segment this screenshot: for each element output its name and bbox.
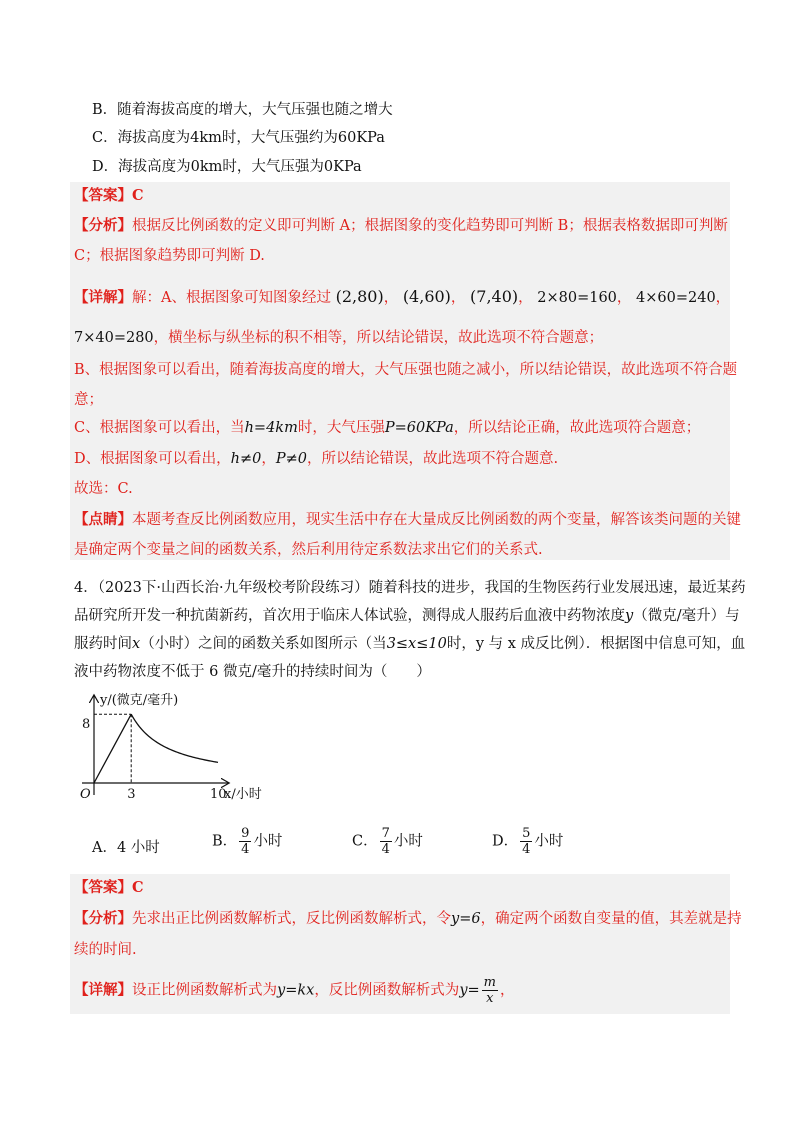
option-a: A．4 小时 bbox=[92, 840, 160, 856]
proportional-segment bbox=[94, 714, 131, 783]
question-4-line-4: 液中药物浓度不低于 6 微克/毫升的持续时间为（ ） bbox=[74, 664, 431, 680]
detail-line-1: 【详解】解：A、根据图象可知图象经过 (2,80)， (4,60)， (7,40)， 2×80=160， 4×60=240， bbox=[74, 287, 731, 306]
x-tick-10: 10 bbox=[210, 787, 227, 802]
inverse-curve bbox=[131, 714, 218, 762]
choose-line: 故选：C. bbox=[74, 481, 133, 497]
x-axis-label: x/小时 bbox=[224, 787, 262, 802]
concentration-graph bbox=[70, 690, 300, 810]
option-b-q4: B． $\frac{9}{4}$ 小时 bbox=[212, 826, 283, 857]
option-d-q4: D． $\frac{5}{4}$ 小时 bbox=[492, 826, 564, 857]
comment-line-1: 【点睛】本题考查反比例函数应用，现实生活中存在大量成反比例函数的两个变量，解答该类问题的关键 bbox=[74, 511, 741, 528]
detail-line-5: C、根据图象可以看出，当h=4km时，大气压强P=60KPa，所以结论正确，故此选项符合题意； bbox=[74, 420, 701, 436]
detail-line-4: 意； bbox=[74, 392, 103, 408]
question-4-line-1: 4．（2023下·山西长治·九年级校考阶段练习）随着科技的进步，我国的生物医药行业发展迅速，最近某药 bbox=[74, 580, 746, 596]
y-axis-label: y/(微克/毫升) bbox=[100, 693, 179, 708]
question-4-line-2: 品研究所开发一种抗菌新药，首次用于临床人体试验，测得成人服药后血液中药物浓度y（微克/毫升）与 bbox=[74, 608, 740, 624]
answer-line: 【答案】C bbox=[74, 187, 144, 204]
option-c-q4: C． $\frac{7}{4}$ 小时 bbox=[352, 826, 423, 857]
detail-line-6: D、根据图象可以看出，h≠0，P≠0，所以结论错误，故此选项不符合题意. bbox=[74, 451, 559, 467]
q4-analysis-line-1: 【分析】先求出正比例函数解析式，反比例函数解析式，令y=6，确定两个函数自变量的值，其差就是持 bbox=[74, 910, 742, 927]
option-d: D．海拔高度为0km时，大气压强为0KPa bbox=[92, 159, 362, 175]
option-c: C．海拔高度为4km时，大气压强约为60KPa bbox=[92, 130, 385, 146]
q4-answer-line: 【答案】C bbox=[74, 879, 144, 896]
analysis-line-1: 【分析】根据反比例函数的定义即可判断 A；根据图象的变化趋势即可判断 B；根据表格数据即可判断 bbox=[74, 217, 728, 234]
y-tick-8: 8 bbox=[82, 717, 91, 732]
option-b: B．随着海拔高度的增大，大气压强也随之增大 bbox=[92, 102, 393, 118]
q4-analysis-line-2: 续的时间. bbox=[74, 942, 137, 958]
analysis-line-2: C；根据图象趋势即可判断 D. bbox=[74, 248, 265, 264]
comment-line-2: 是确定两个变量之间的函数关系，然后利用待定系数法求出它们的关系式. bbox=[74, 542, 543, 558]
x-tick-3: 3 bbox=[127, 787, 136, 802]
origin-label: O bbox=[80, 787, 91, 802]
detail-line-3: B、根据图象可以看出，随着海拔高度的增大，大气压强也随之减小，所以结论错误，故此选项不符合题 bbox=[74, 362, 738, 378]
q4-detail-line: 【详解】设正比例函数解析式为y=kx，反比例函数解析式为y= $\frac{m}{x}$ ， bbox=[74, 975, 515, 1006]
question-4-line-3: 服药时间x（小时）之间的函数关系如图所示（当3≤x≤10时，y 与 x 成反比例）．根据图中信息可知，血 bbox=[74, 636, 746, 652]
detail-line-2: 7×40=280，横坐标与纵坐标的积不相等，所以结论错误，故此选项不符合题意； bbox=[74, 330, 604, 346]
